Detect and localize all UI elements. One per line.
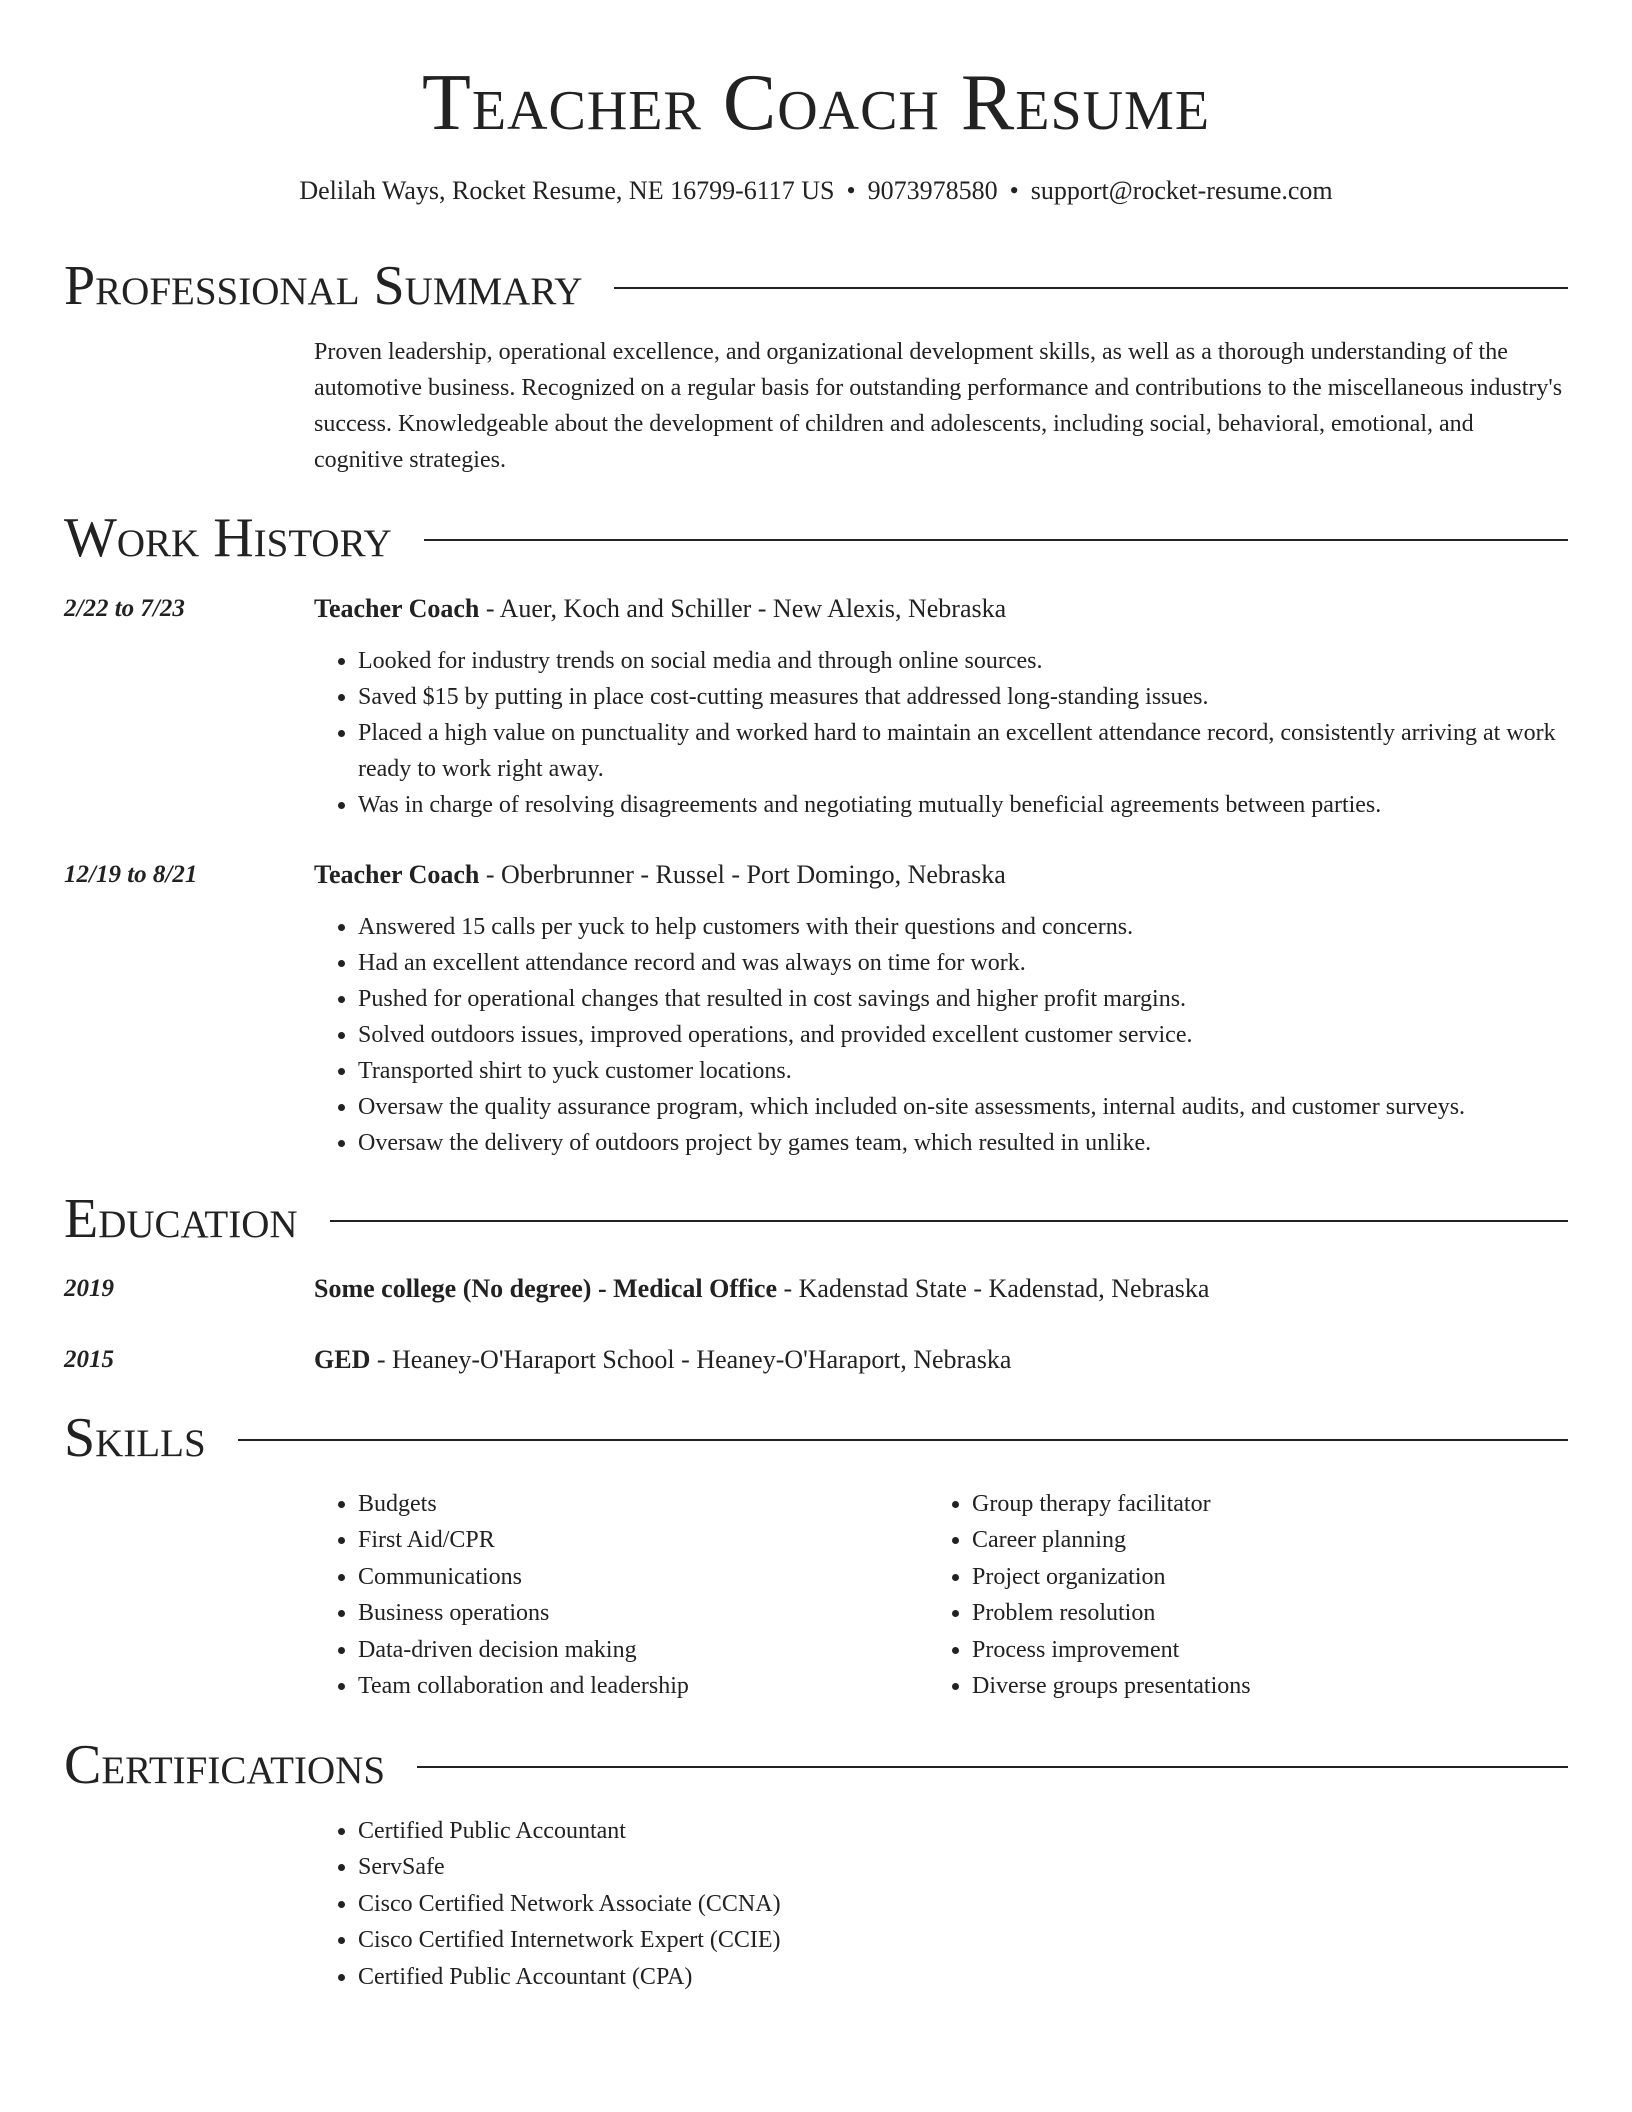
contact-separator: • — [846, 176, 856, 205]
job-title: Teacher Coach — [314, 594, 480, 623]
contact-phone: 9073978580 — [867, 176, 998, 205]
list-item: • Certified Public Accountant (CPA) — [358, 1959, 1568, 1995]
education-line — [314, 1271, 1568, 1307]
skills-list-right — [928, 1486, 1568, 1704]
list-item: • Group therapy facilitator — [972, 1486, 1568, 1522]
list-item: • Oversaw the quality assurance program, which included on-site assessments, internal audits, and customer surveys. — [358, 1089, 1568, 1125]
contact-email: support@rocket-resume.com — [1030, 176, 1333, 205]
list-item: • Had an excellent attendance record and was always on time for work. — [358, 945, 1568, 981]
certifications-heading: Certifications — [64, 1734, 386, 1796]
list-item: • ServSafe — [358, 1849, 1568, 1885]
contact-line — [0, 173, 1632, 209]
section-divider — [424, 539, 1568, 541]
list-item: • Certified Public Accountant — [358, 1813, 1568, 1849]
section-divider — [238, 1439, 1568, 1441]
education-heading: Education — [64, 1188, 298, 1250]
certifications-section-header — [64, 1730, 1568, 1800]
section-divider — [417, 1766, 1568, 1768]
list-item: • Transported shirt to yuck customer locations. — [358, 1053, 1568, 1089]
list-item: • Budgets — [358, 1486, 914, 1522]
education-section-header — [64, 1184, 1568, 1254]
skills-section-header — [64, 1403, 1568, 1473]
list-item: • Solved outdoors issues, improved operations, and provided excellent customer service. — [358, 1017, 1568, 1053]
skills-list-left — [314, 1486, 914, 1704]
skills-heading: Skills — [64, 1407, 206, 1469]
education-details: - Kadenstad State - Kadenstad, Nebraska — [777, 1274, 1210, 1303]
job-title: Teacher Coach — [314, 860, 480, 889]
list-item: • Cisco Certified Internetwork Expert (CCIE) — [358, 1922, 1568, 1958]
section-divider — [614, 287, 1568, 289]
list-item: • Problem resolution — [972, 1595, 1568, 1631]
list-item: • Placed a high value on punctuality and worked hard to maintain an excellent attendance record, consistently arriving at work ready to work right away. — [358, 715, 1568, 787]
summary-text: Proven leadership, operational excellence, and organizational development skills, as well as a thorough understanding of the automotive business. Recognized on a regular basis for outstanding performance and contributions to the miscellaneous industry's success. Knowledgeable about the development of children and adolescents, including social, behavioral, emotional, and cognitive strategies. — [314, 339, 1563, 473]
job-title-line — [314, 857, 1568, 893]
summary-section-header — [64, 251, 1568, 321]
list-item: • First Aid/CPR — [358, 1522, 914, 1558]
section-divider — [330, 1220, 1568, 1222]
list-item: • Pushed for operational changes that resulted in cost savings and higher profit margins. — [358, 981, 1568, 1017]
job-details: - Auer, Koch and Schiller - New Alexis, Nebraska — [479, 594, 1007, 623]
education-year: 2019 — [64, 1275, 114, 1302]
list-item: • Process improvement — [972, 1632, 1568, 1668]
job-dates: 12/19 to 8/21 — [64, 861, 198, 888]
education-degree: GED — [314, 1345, 371, 1374]
job-bullets — [314, 643, 1568, 823]
work-heading: Work History — [64, 507, 392, 569]
list-item: • Diverse groups presentations — [972, 1668, 1568, 1704]
education-year: 2015 — [64, 1346, 114, 1373]
job-dates: 2/22 to 7/23 — [64, 595, 185, 622]
list-item: • Team collaboration and leadership — [358, 1668, 914, 1704]
list-item: • Oversaw the delivery of outdoors project by games team, which resulted in unlike. — [358, 1125, 1568, 1161]
list-item: • Saved $15 by putting in place cost-cutting measures that addressed long-standing issues. — [358, 679, 1568, 715]
education-degree: Some college (No degree) - Medical Office — [314, 1274, 777, 1303]
list-item: • Communications — [358, 1559, 914, 1595]
job-details: - Oberbrunner - Russel - Port Domingo, Nebraska — [479, 860, 1006, 889]
job-bullets — [314, 909, 1568, 1161]
list-item: • Business operations — [358, 1595, 914, 1631]
contact-address: Delilah Ways, Rocket Resume, NE 16799-6117 US — [299, 176, 835, 205]
list-item: • Looked for industry trends on social media and through online sources. — [358, 643, 1568, 679]
resume-title: Teacher Coach Resume — [421, 59, 1211, 147]
contact-separator: • — [1009, 176, 1019, 205]
list-item: • Cisco Certified Network Associate (CCNA) — [358, 1886, 1568, 1922]
list-item: • Career planning — [972, 1522, 1568, 1558]
education-details: - Heaney-O'Haraport School - Heaney-O'Haraport, Nebraska — [370, 1345, 1012, 1374]
summary-heading: Professional Summary — [64, 255, 583, 317]
list-item: • Answered 15 calls per yuck to help customers with their questions and concerns. — [358, 909, 1568, 945]
list-item: • Data-driven decision making — [358, 1632, 914, 1668]
work-section-header — [64, 503, 1568, 573]
list-item: • Was in charge of resolving disagreements and negotiating mutually beneficial agreements between parties. — [358, 787, 1568, 823]
certifications-list — [314, 1813, 1568, 1995]
education-line — [314, 1342, 1568, 1378]
list-item: • Project organization — [972, 1559, 1568, 1595]
job-title-line — [314, 591, 1568, 627]
